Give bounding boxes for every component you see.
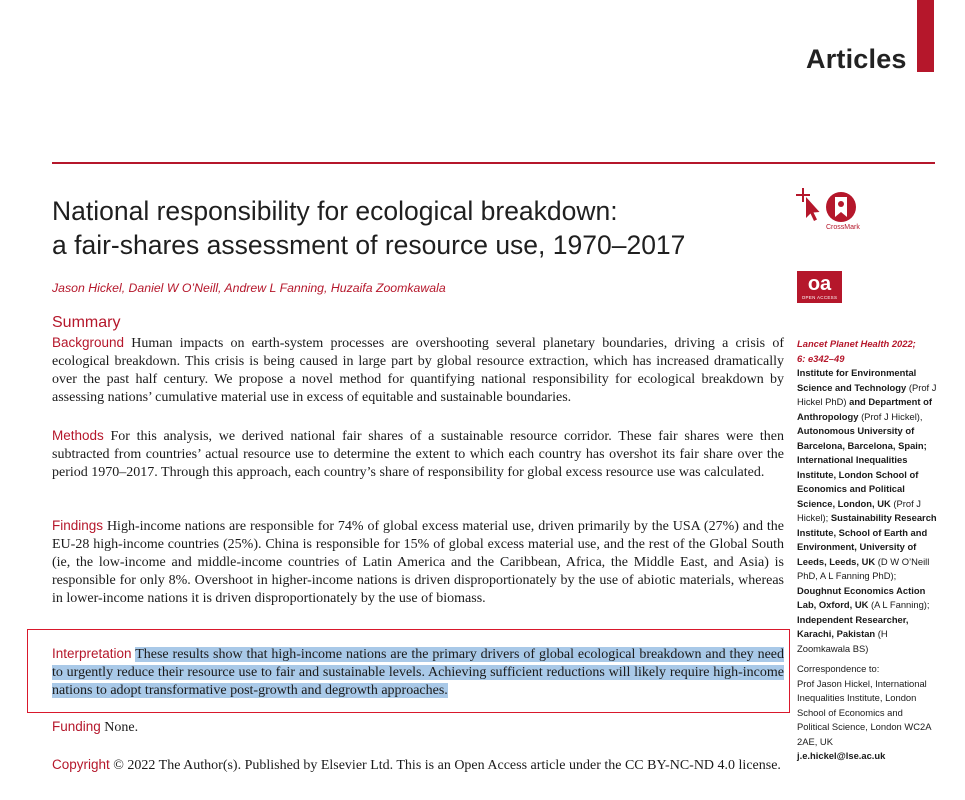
- oa-badge-text: oa: [807, 273, 832, 295]
- methods-text: For this analysis, we derived national fair shares of a sustainable resource corridor. These fair shares were then subtracted from countries’ actual resource use to determine the extent to which each country has overshot its fair share over the period 1970–2017. Through this approach, each country’s share of responsibility for global excess resource use was calculated.: [52, 429, 784, 480]
- interpretation-selected-text[interactable]: These results show that high-income nations are the primary drivers of global ecological breakdown and they need to urgently reduce their resource use to fair and sustainable levels. Achieving sufficient reductions will likely require high-income nations to adopt transformative post-growth and degrowth approaches.: [52, 647, 784, 698]
- article-title: [52, 194, 772, 262]
- copyright-text: © 2022 The Author(s). Published by Elsevier Ltd. This is an Open Access article under the CC BY-NC-ND 4.0 license.: [113, 758, 781, 773]
- correspondence-heading: Correspondence to:: [797, 663, 880, 674]
- affiliation-1-person: (Prof J Hickel PhD): [797, 381, 937, 407]
- citation-line-1: Lancet Planet Health 2022;: [797, 338, 916, 349]
- affiliation-2-person: (Prof J Hickel),: [861, 410, 923, 422]
- interpretation-paragraph: [52, 645, 784, 700]
- correspondence-address: Prof Jason Hickel, International Inequalities Institute, London School of Economics and Political Science, London WC2A 2AE, UK: [797, 677, 931, 747]
- section-label: Articles: [806, 44, 907, 74]
- crossmark-icon: [796, 188, 862, 226]
- title-line-2: a fair-shares assessment of resource use, 1970–2017: [52, 230, 686, 260]
- funding-text: None.: [104, 720, 139, 735]
- header-rule: [52, 162, 935, 164]
- affiliation-4-person: (A L Fanning);: [870, 599, 930, 610]
- background-label: Background: [52, 335, 125, 350]
- background-paragraph: [52, 334, 784, 407]
- summary-heading: Summary: [52, 314, 121, 331]
- oa-badge-subtext: OPEN ACCESS: [801, 295, 838, 300]
- affiliation-5-person: (H Zoomkawala BS): [797, 628, 888, 654]
- open-access-badge: [797, 271, 842, 303]
- crossmark-badge[interactable]: [796, 188, 866, 236]
- findings-paragraph: [52, 517, 784, 608]
- affiliation-5-institution: Independent Researcher, Karachi, Pakistan: [797, 613, 909, 639]
- affiliation-4-institution: Doughnut Economics Action Lab, Oxford, UK: [797, 584, 926, 610]
- crossmark-label: CrossMark: [826, 224, 860, 231]
- affiliation-3-people: (D W O’Neill PhD, A L Fanning PhD);: [797, 555, 930, 581]
- findings-label: Findings: [52, 518, 104, 533]
- corner-accent-bar: [917, 0, 934, 72]
- citation-line-2: 6: e342–49: [797, 352, 845, 364]
- affiliation-2: Department of Anthropology: [797, 396, 932, 422]
- copyright-paragraph: [52, 756, 784, 775]
- copyright-label: Copyright: [52, 757, 110, 772]
- article-sidebar: [797, 337, 937, 764]
- author-list[interactable]: Jason Hickel, Daniel W O’Neill, Andrew L Fanning, Huzaifa Zoomkawala: [52, 281, 446, 295]
- affiliations: [797, 366, 937, 656]
- background-text: Human impacts on earth-system processes are overshooting several planetary boundaries, driving a crisis of ecological breakdown. This crisis is being caused in large part by global resource extraction, which has increased dramatically over the past half century. We propose a novel method for quantifying national responsibility for ecological breakdown by assessing nations’ cumulative material use in excess of equitable and sustainable boundaries.: [52, 336, 784, 405]
- affiliation-2-institution: Autonomous University of Barcelona, Barcelona, Spain; International Inequalities Institute, London School of Economics and Political Science, London, UK: [797, 425, 927, 509]
- interpretation-label: Interpretation: [52, 646, 132, 661]
- title-line-1: National responsibility for ecological breakdown:: [52, 196, 618, 226]
- funding-paragraph: [52, 718, 784, 737]
- affiliation-1: Institute for Environmental Science and Technology: [797, 367, 917, 393]
- affiliation-3-person: (Prof J Hickel);: [797, 497, 921, 523]
- funding-label: Funding: [52, 719, 101, 734]
- methods-label: Methods: [52, 428, 104, 443]
- correspondence-email[interactable]: j.e.hickel@lse.ac.uk: [797, 750, 886, 761]
- findings-text: High-income nations are responsible for 74% of global excess material use, driven primarily by the USA (27%) and the EU-28 high-income countries (25%). China is responsible for 15% of global excess material use, and the rest of the Global South (ie, the low-income and middle-income countries of Latin America and the Caribbean, Africa, the Middle East, and Asia) is responsible for only 8%. Overshoot in higher-income nations is driven disproportionately by the use of abiotic materials, whereas in lower-income nations it is driven disproportionately by the use of biomass.: [52, 519, 785, 606]
- citation[interactable]: [797, 337, 937, 366]
- methods-paragraph: [52, 427, 784, 482]
- affiliation-joiner: and: [849, 396, 866, 407]
- affiliation-3-institution: Sustainability Research Institute, School of Earth and Environment, University of Leeds, Leeds, UK: [797, 512, 937, 567]
